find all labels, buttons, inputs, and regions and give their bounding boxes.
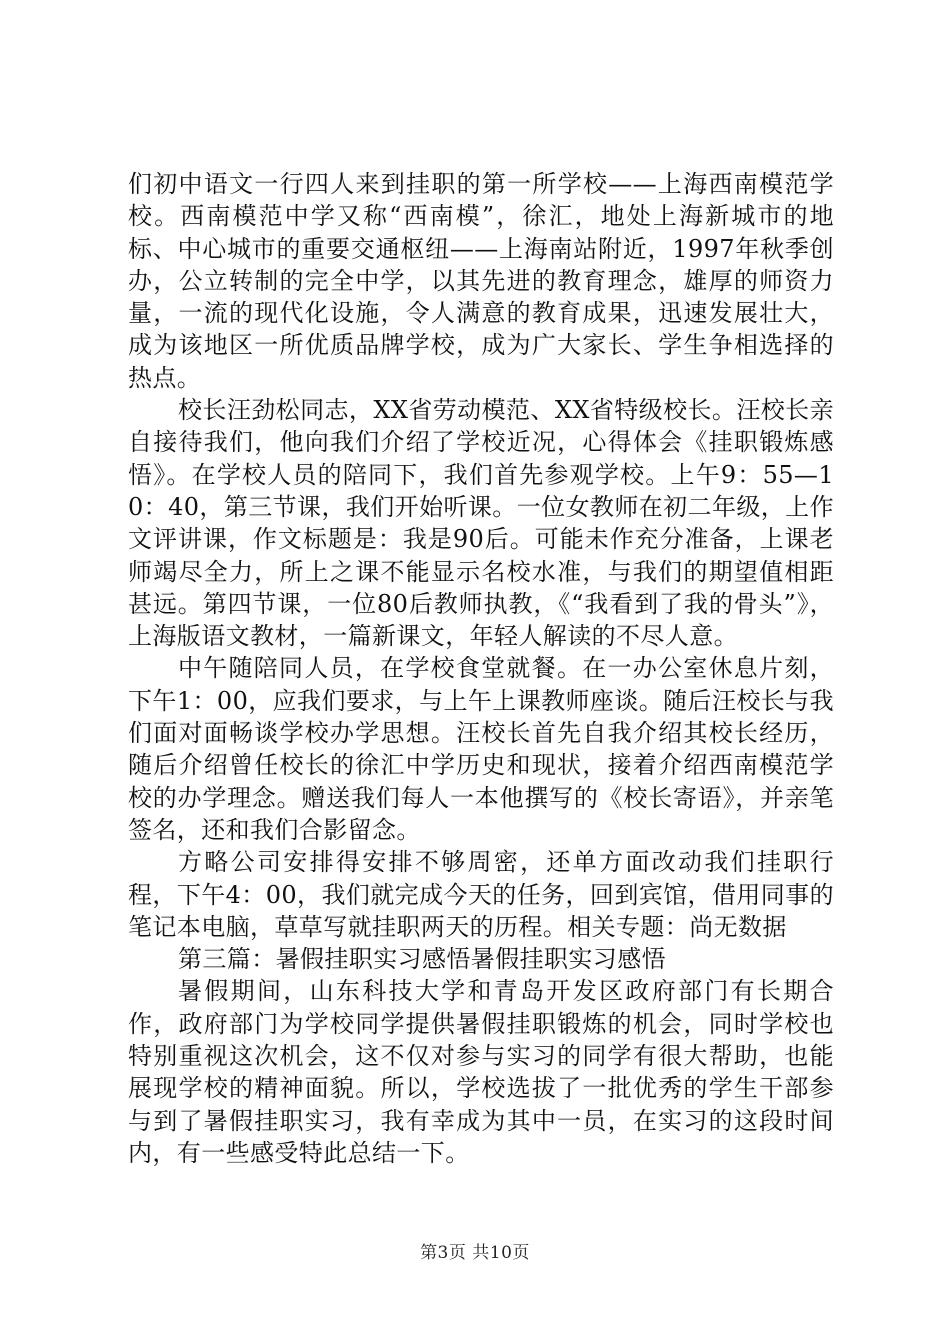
paragraph-afternoon-meeting: 中午随陪同人员，在学校食堂就餐。在一办公室休息片刻，下午1：00，应我们要求，与上午上课教师座谈。随后汪校长与我们面对面畅谈学校办学思想。汪校长首先自我介绍其校长经历，随后介绍曾任校长的徐汇中学历史和现状，接着介绍西南模范学校的办学理念。赠送我们每人一本他撰写的《校长寄语》，并亲笔签名，还和我们合影留念。 <box>128 654 834 844</box>
page-number-footer: 第3页 共10页 <box>420 1243 530 1263</box>
paragraph-principal-visit: 校长汪劲松同志，XX省劳动模范、XX省特级校长。汪校长亲自接待我们，他向我们介绍了学校近况，心得体会《挂职锻炼感悟》。在学校人员的陪同下，我们首先参观学校。上午9：55—10：40，第三节课，我们开始听课。一位女教师在初二年级，上作文评讲课，作文标题是：我是90后。可能未作充分准备，上课老师竭尽全力，所上之课不能显示名校水准，与我们的期望值相距甚远。第四节课，一位80后教师执教，《“我看到了我的骨头”》，上海版语文教材，一篇新课文，年轻人解读的不尽人意。 <box>128 396 834 651</box>
paragraph-schedule-note: 方略公司安排得安排不够周密，还单方面改动我们挂职行程，下午4：00，我们就完成今天的任务，回到宾馆，借用同事的笔记本电脑，草草写就挂职两天的历程。相关专题：尚无数据 <box>128 848 834 941</box>
paragraph-summer-internship: 暑假期间，山东科技大学和青岛开发区政府部门有长期合作，政府部门为学校同学提供暑假挂职锻炼的机会，同时学校也特别重视这次机会，这不仅对参与实习的同学有很大帮助，也能展现学校的精神面貌。所以，学校选拔了一批优秀的学生干部参与到了暑假挂职实习，我有幸成为其中一员，在实习的这段时间内，有一些感受特此总结一下。 <box>128 977 834 1167</box>
document-body <box>128 168 834 1169</box>
section-heading: 第三篇：暑假挂职实习感悟暑假挂职实习感悟 <box>178 945 666 974</box>
paragraph-school-intro: 们初中语文一行四人来到挂职的第一所学校——上海西南模范学校。西南模范中学又称“西南模”，徐汇，地处上海新城市的地标、中心城市的重要交通枢纽——上海南站附近，1997年秋季创办，公立转制的完全中学，以其先进的教育理念，雄厚的师资力量，一流的现代化设施，令人满意的教育成果，迅速发展壮大，成为该地区一所优质品牌学校，成为广大家长、学生争相选择的热点。 <box>128 170 834 392</box>
